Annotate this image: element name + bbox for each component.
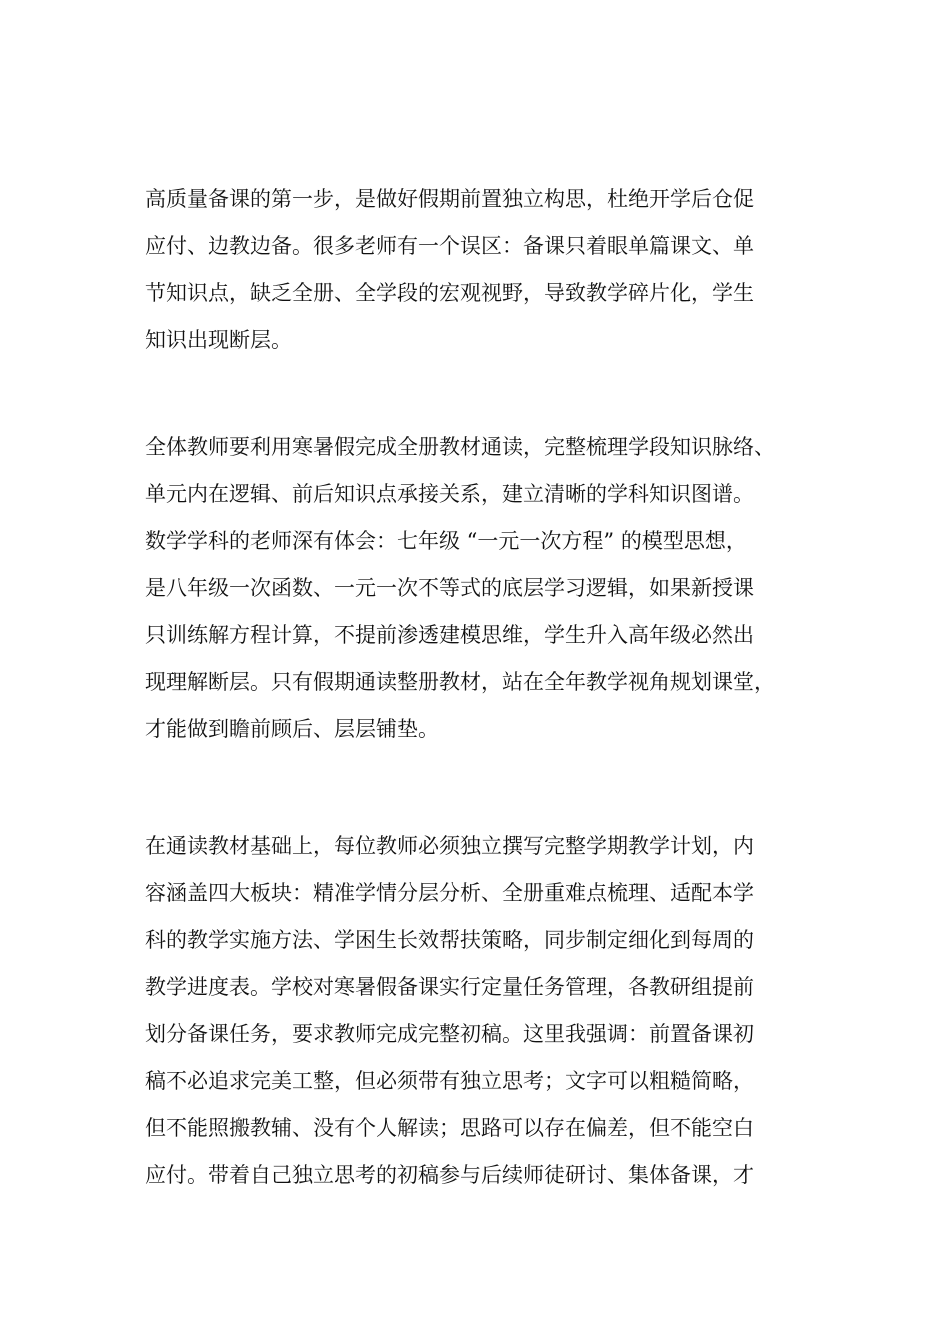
- paragraph-3: [145, 823, 835, 1199]
- paragraph-line: 现理解断层。只有假期通读整册教材，站在全年教学视角规划课堂，: [145, 670, 775, 694]
- paragraph-line: 知识出现断层。: [145, 328, 292, 352]
- paragraph-line: 是八年级一次函数、一元一次不等式的底层学习逻辑，如果新授课: [145, 576, 754, 600]
- paragraph-line: 应付。带着自己独立思考的初稿参与后续师徒研讨、集体备课，才: [145, 1163, 754, 1187]
- paragraph-2: [145, 424, 835, 753]
- paragraph-1: [145, 176, 835, 364]
- paragraph-line: 科的教学实施方法、学困生长效帮扶策略，同步制定细化到每周的: [145, 928, 754, 952]
- paragraph-line: 全体教师要利用寒暑假完成全册教材通读，完整梳理学段知识脉络、: [145, 435, 775, 459]
- paragraph-line: 稿不必追求完美工整，但必须带有独立思考；文字可以粗糙简略，: [145, 1069, 754, 1093]
- paragraph-line: 只训练解方程计算，不提前渗透建模思维，学生升入高年级必然出: [145, 623, 754, 647]
- paragraph-line: 应付、边教边备。很多老师有一个误区：备课只着眼单篇课文、单: [145, 234, 754, 258]
- paragraph-line: 容涵盖四大板块：精准学情分层分析、全册重难点梳理、适配本学: [145, 881, 754, 905]
- paragraph-line: 才能做到瞻前顾后、层层铺垫。: [145, 717, 439, 741]
- paragraph-line: 划分备课任务，要求教师完成完整初稿。这里我强调：前置备课初: [145, 1022, 754, 1046]
- paragraph-line: 但不能照搬教辅、没有个人解读；思路可以存在偏差，但不能空白: [145, 1116, 754, 1140]
- paragraph-line: 教学进度表。学校对寒暑假备课实行定量任务管理，各教研组提前: [145, 975, 754, 999]
- paragraph-line: 节知识点，缺乏全册、全学段的宏观视野，导致教学碎片化，学生: [145, 281, 754, 305]
- paragraph-line: 数学学科的老师深有体会：七年级 “一元一次方程” 的模型思想，: [145, 529, 747, 553]
- paragraph-line: 单元内在逻辑、前后知识点承接关系，建立清晰的学科知识图谱。: [145, 482, 754, 506]
- paragraph-line: 在通读教材基础上，每位教师必须独立撰写完整学期教学计划，内: [145, 834, 754, 858]
- paragraph-line: 高质量备课的第一步，是做好假期前置独立构思，杜绝开学后仓促: [145, 187, 754, 211]
